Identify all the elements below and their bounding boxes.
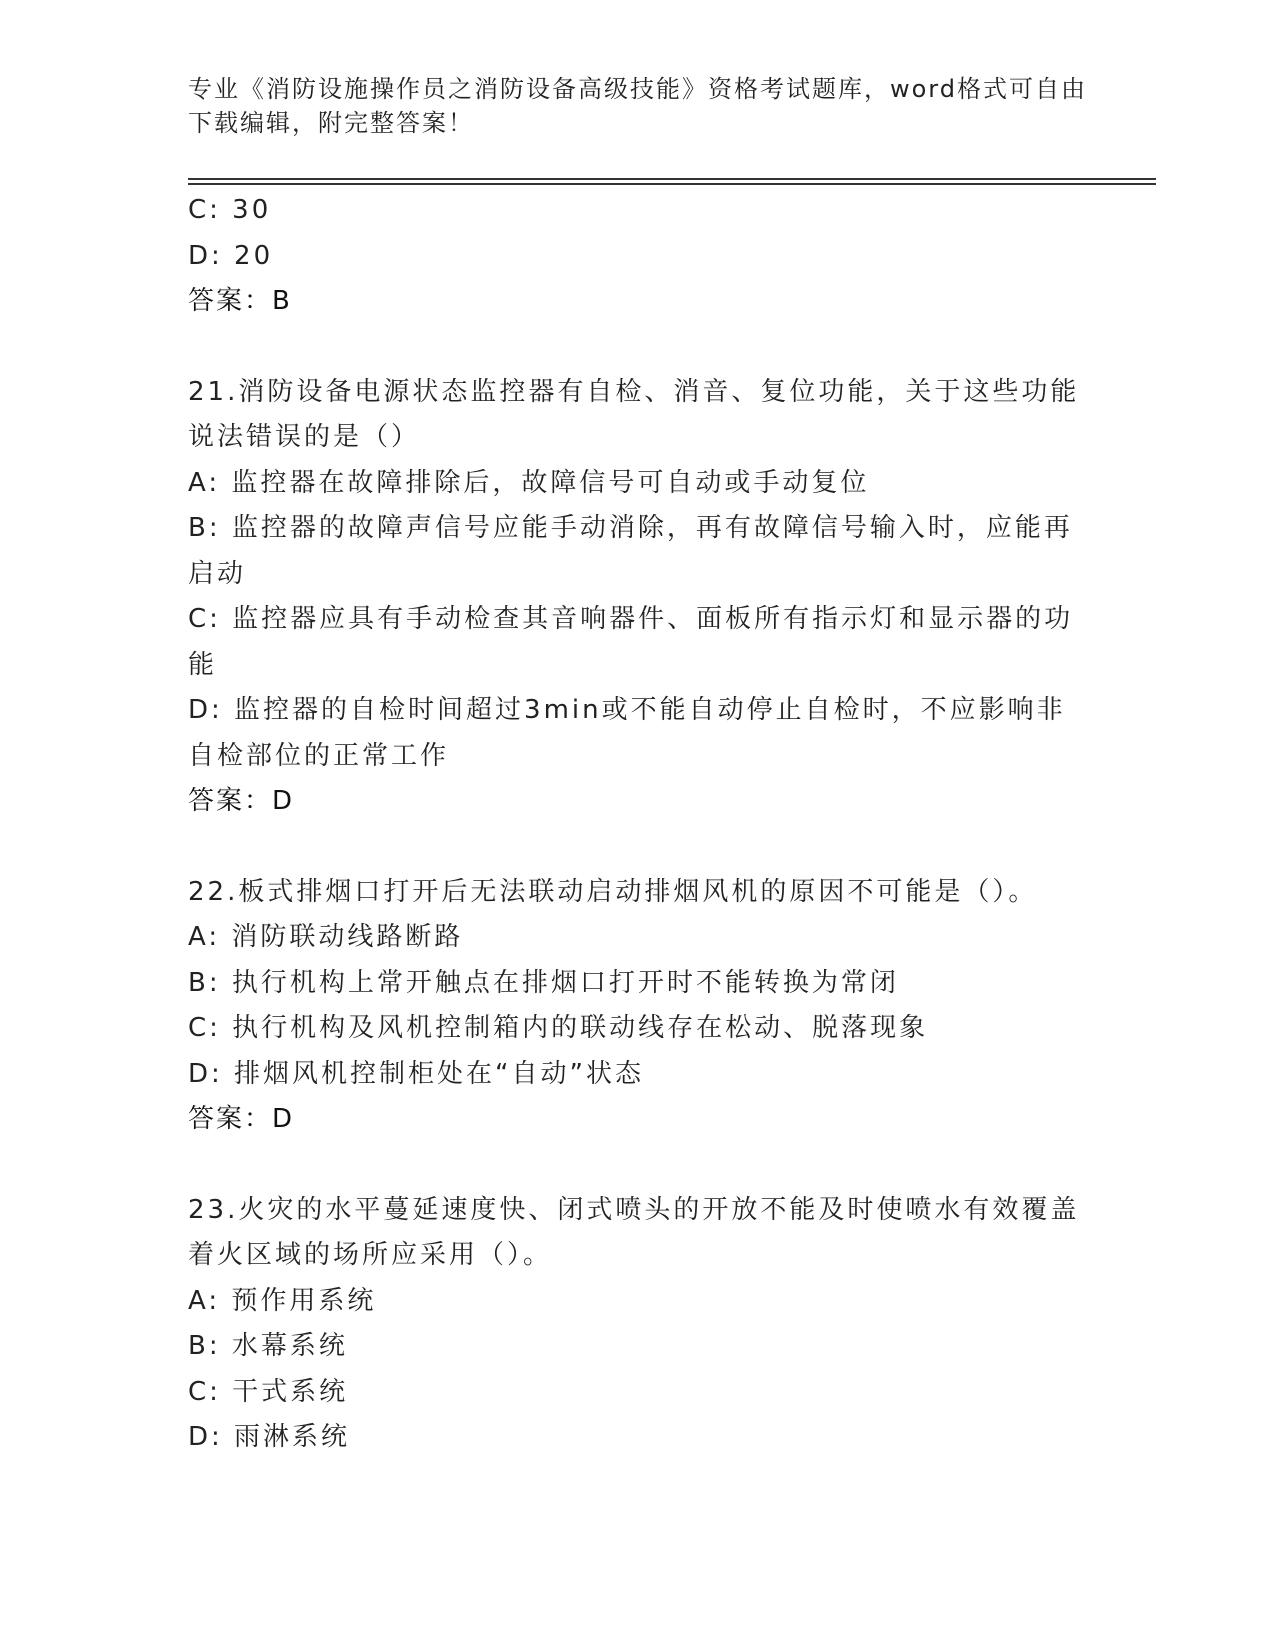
spacer <box>188 1143 1088 1188</box>
question-stem: 22.板式排烟口打开后无法联动启动排烟风机的原因不可能是（）。 <box>188 876 1038 907</box>
option-d: D: 雨淋系统 <box>188 1422 351 1452</box>
option-a: A: 消防联动线路断路 <box>188 922 464 952</box>
option-b: B: 执行机构上常开触点在排烟口打开时不能转换为常闭 <box>188 967 899 998</box>
header-rule-top <box>188 178 1156 180</box>
document-header: 专业《消防设施操作员之消防设备高级技能》资格考试题库，word格式可自由下载编辑，附完整答案！ <box>188 75 1087 137</box>
option-c: C: 监控器应具有手动检查其音响器件、面板所有指示灯和显示器的功能 <box>188 604 1074 680</box>
option-a: A: 预作用系统 <box>188 1285 377 1316</box>
option-c: C: 30 <box>188 195 272 225</box>
answer-line: 答案：D <box>188 1104 295 1134</box>
question-list <box>188 188 1088 1461</box>
spacer <box>188 825 1088 870</box>
option-d: D: 20 <box>188 240 274 271</box>
question-stem: 23.火灾的水平蔓延速度快、闭式喷头的开放不能及时使喷水有效覆盖着火区域的场所应采用（）。 <box>188 1194 1080 1270</box>
header-rule-bottom <box>188 183 1156 185</box>
option-c: C: 执行机构及风机控制箱内的联动线存在松动、脱落现象 <box>188 1013 929 1043</box>
answer-line: 答案：D <box>188 786 295 816</box>
spacer <box>188 325 1088 370</box>
option-b: B: 监控器的故障声信号应能手动消除，再有故障信号输入时，应能再启动 <box>188 513 1073 589</box>
option-b: B: 水幕系统 <box>188 1331 348 1361</box>
option-d: D: 监控器的自检时间超过3min或不能自动停止自检时，不应影响非自检部位的正常工作 <box>188 695 1066 771</box>
option-d: D: 排烟风机控制柜处在“自动”状态 <box>188 1058 644 1089</box>
option-a: A: 监控器在故障排除后，故障信号可自动或手动复位 <box>188 467 870 498</box>
question-stem: 21.消防设备电源状态监控器有自检、消音、复位功能，关于这些功能说法错误的是（） <box>188 376 1080 452</box>
answer-line: 答案：B <box>188 286 292 316</box>
option-c: C: 干式系统 <box>188 1376 349 1407</box>
